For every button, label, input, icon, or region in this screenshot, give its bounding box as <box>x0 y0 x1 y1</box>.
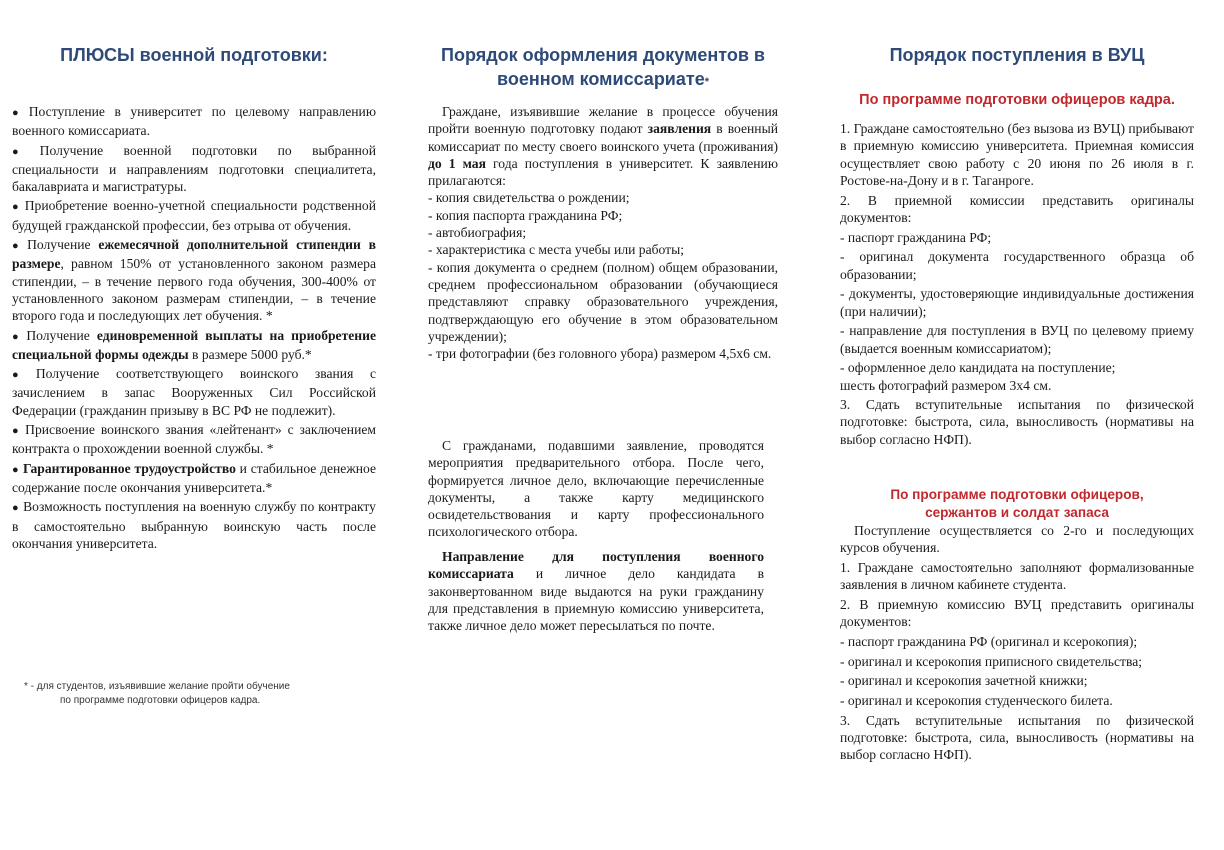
benefit-item: ● Получение военной подготовки по выбранной специальности и направлениям подготовки специалитета, бакалавриата и магистратуры. <box>12 142 376 195</box>
benefit-item: ● Получение соответствующего воинского звания с зачислением в запас Вооруженных Сил Российской Федерации (гражданин призыву в ВС РФ не подлежит). <box>12 366 376 418</box>
bullet-icon: ● <box>12 145 36 158</box>
benefit-item: ● Получение ежемесячной дополнительной стипендии в размере, равном 150% от установленного законом размера стипендии, – в течение первого года обучения, 300-400% от установленного законом размерам стипендии, – в течение второго года и последующих лет обучения. * <box>12 237 376 324</box>
bullet-icon: ● <box>12 107 25 119</box>
bullet-icon: ● <box>12 463 20 476</box>
referral-paragraph: Направление для поступления военного комиссариата и личное дело кандидата в законвертованном виде выдаются на руки гражданину для представления в приемную комиссию университета, также личное дело может пересылаться по почте. <box>428 549 764 634</box>
benefits-list <box>12 103 376 554</box>
reserve-program-steps: Поступление осуществляется со 2-го и последующих курсов обучения. 1. Граждане самостоятельно заполняют формализованные заявления в личном кабинете студента. 2. В приемную комиссию ВУЦ представить оригиналы документов: - паспорт гражданина РФ (оригинал и ксерокопия); - оригинал и ксерокопия приписного свидетельства; - оригинал и ксерокопия зачетной книжки; - оригинал и ксерокопия студенческого билета. 3. Сдать вступительные испытания по физической подготовке: быстрота, сила, выносливость (нормативы на выбор согласно НФП). <box>840 523 1194 763</box>
document-item: - автобиография; <box>428 225 527 241</box>
benefits-title: ПЛЮСЫ военной подготовки: <box>60 45 328 65</box>
footnote-marker: * <box>704 76 709 88</box>
benefit-item: ● Присвоение воинского звания «лейтенант» с заключением контракта о прохождении военной службы. * <box>12 422 376 457</box>
bullet-icon: ● <box>12 240 24 253</box>
admission-title: Порядок поступления в ВУЦ <box>889 45 1145 65</box>
documents-title: Порядок оформления документов в военном комиссариате* <box>441 45 765 89</box>
reserve-program-heading: По программе подготовки офицеров, сержантов и солдат запаса <box>890 487 1144 520</box>
benefit-item: ● Получение единовременной выплаты на приобретение специальной формы одежды в размере 5000 руб.* <box>12 327 376 362</box>
document-item: - копия паспорта гражданина РФ; <box>428 207 623 223</box>
benefit-item: ● Гарантированное трудоустройство и стабильное денежное содержание после окончания университета.* <box>12 460 376 495</box>
benefit-item: ● Поступление в университет по целевому направлению военного комиссариата. <box>12 104 376 139</box>
document-item: - три фотографии (без головного убора) размером 4,5х6 см. <box>428 346 772 362</box>
intro-paragraph: Граждане, изъявившие желание в процессе обучения пройти военную подготовку подают заявления в военный комиссариат по месту своего воинского учета (проживания) до 1 мая года поступления в университет. К заявлению прилагаются: <box>428 104 778 189</box>
bullet-icon: ● <box>12 425 22 438</box>
document-item: - копия свидетельства о рождении; <box>428 190 630 206</box>
benefit-item: ● Возможность поступления на военную службу по контракту в самостоятельно выбранную воинскую часть после окончания университета. <box>12 499 376 551</box>
benefit-item: ● Приобретение военно-учетной специальности родственной будущей гражданской профессии, без отрыва от обучения. <box>12 198 376 233</box>
bullet-icon: ● <box>12 201 21 214</box>
officer-program-heading: По программе подготовки офицеров кадра. <box>859 92 1175 108</box>
selection-paragraph: С гражданами, подавшими заявление, проводятся мероприятия предварительного отбора. После чего, формируется личное дело, включающие перечисленные документы, а также карту медицинского освидетельствования и карту профессионального психологического отбора. <box>428 438 764 540</box>
document-item: - копия документа о среднем (полном) общем образовании, среднем профессиональном образовании (обучающиеся представляют справку образовательного учреждения, подтверждающую его обучение в этом образовательном учреждении); <box>428 259 778 344</box>
documents-intro <box>428 103 778 362</box>
bullet-icon: ● <box>12 502 20 515</box>
officer-program-steps: 1. Граждане самостоятельно (без вызова из ВУЦ) прибывают в приемную комиссию университета. Приемная комиссия осуществляет свою работу с 20 июня по 26 июля в г. Ростове-на-Дону и в г. Таганроге. 2. В приемной комиссии представить оригиналы документов: - паспорт гражданина РФ; - оригинал документа государственного образца об образовании; - документы, удостоверяющие индивидуальные достижения (при наличии); - направление для поступления в ВУЦ по целевому приему (выдается военным комиссариатом); - оформленное дело кандидата на поступление; шесть фотографий размером 3х4 см. 3. Сдать вступительные испытания по физической подготовке: быстрота, сила, выносливость (нормативы на выбор согласно НФП). <box>840 121 1194 447</box>
bullet-icon: ● <box>12 369 32 382</box>
document-item: - характеристика с места учебы или работы; <box>428 242 684 258</box>
footnote: * - для студентов, изъявившие желание пройти обучение по программе подготовки офицеров кадра. <box>24 681 290 706</box>
bullet-icon: ● <box>12 330 23 343</box>
